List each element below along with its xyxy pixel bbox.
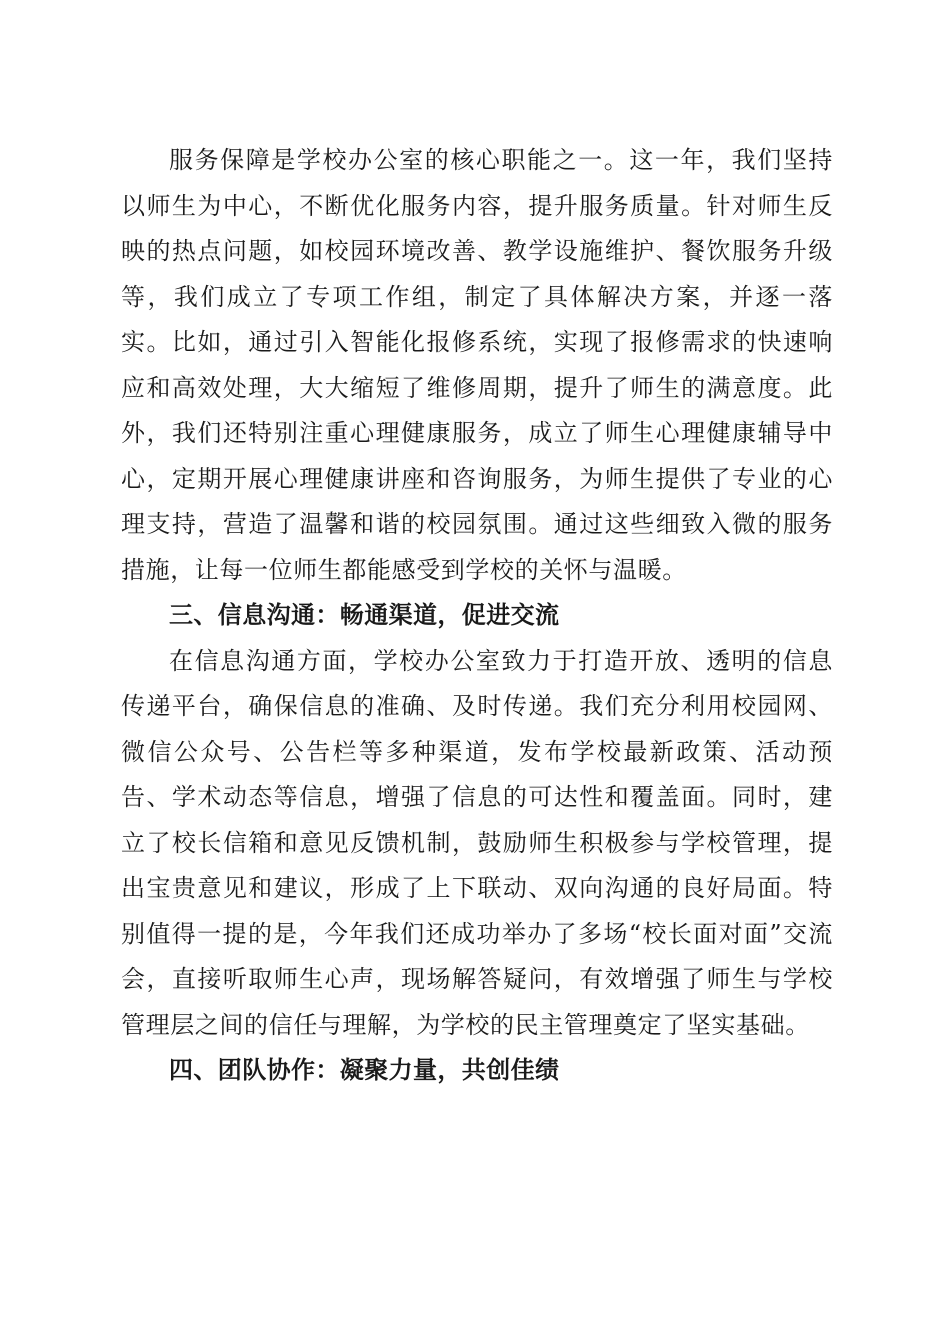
paragraph-service: 服务保障是学校办公室的核心职能之一。这一年，我们坚持以师生为中心，不断优化服务内容，提升服务质量。针对师生反映的热点问题，如校园环境改善、教学设施维护、餐饮服务升级等，我们成立了专项工作组，制定了具体解决方案，并逐一落实。比如，通过引入智能化报修系统，实现了报修需求的快速响应和高效处理，大大缩短了维修周期，提升了师生的满意度。此外，我们还特别注重心理健康服务，成立了师生心理健康辅导中心，定期开展心理健康讲座和咨询服务，为师生提供了专业的心理支持，营造了温馨和谐的校园氛围。通过这些细致入微的服务措施，让每一位师生都能感受到学校的关怀与温暖。	[121, 146, 833, 584]
paragraph-communication: 在信息沟通方面，学校办公室致力于打造开放、透明的信息传递平台，确保信息的准确、及时传递。我们充分利用校园网、微信公众号、公告栏等多种渠道，发布学校最新政策、活动预告、学术动态等信息，增强了信息的可达性和覆盖面。同时，建立了校长信箱和意见反馈机制，鼓励师生积极参与学校管理，提出宝贵意见和建议，形成了上下联动、双向沟通的良好局面。特别值得一提的是，今年我们还成功举办了多场“校长面对面”交流会，直接听取师生心声，现场解答疑问，有效增强了师生与学校管理层之间的信任与理解，为学校的民主管理奠定了坚实基础。	[121, 646, 833, 1039]
section-heading-4: 四、团队协作：凝聚力量，共创佳绩	[169, 1056, 560, 1084]
section-heading-3: 三、信息沟通：畅通渠道，促进交流	[169, 601, 560, 629]
document-body	[121, 138, 833, 1094]
